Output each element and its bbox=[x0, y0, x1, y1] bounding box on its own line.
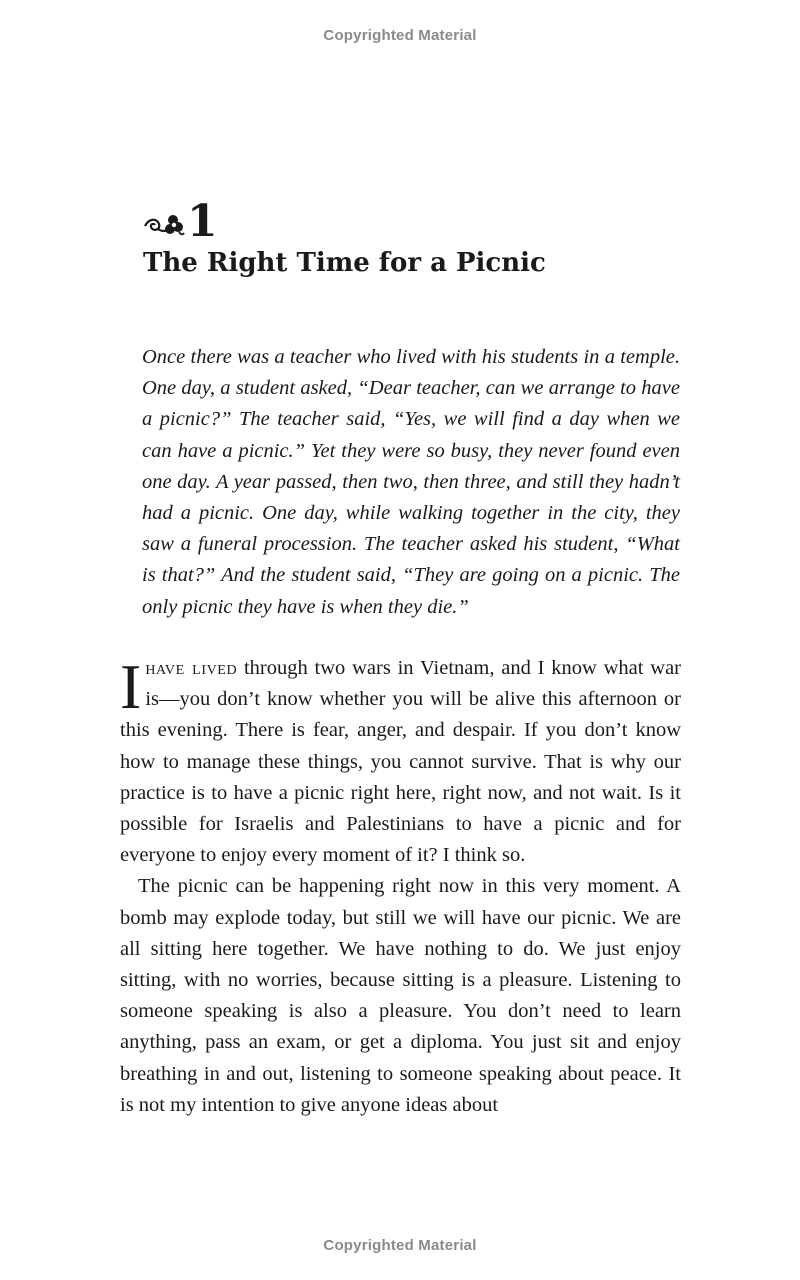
watermark-bottom: Copyrighted Material bbox=[323, 1237, 477, 1254]
chapter-number-row bbox=[143, 196, 703, 247]
paragraph-text: through two wars in Vietnam, and I know what war is—you don’t know whether you will be alive this afternoon or this evening. There is fear, anger, and despair. If you don’t know how to manage these things, you cannot survive. That is why our practice is to have a picnic right here, right now, and not wait. Is it possible for Israelis and Palestinians to have a picnic and for everyone to enjoy every moment of it? I think so. bbox=[120, 657, 681, 867]
chapter-heading bbox=[143, 196, 703, 278]
lead-in-smallcaps: have lived bbox=[145, 657, 238, 679]
epigraph: Once there was a teacher who lived with his students in a temple. One day, a student asked, “Dear teacher, can we arrange to have a picnic?” The teacher said, “Yes, we will find a day when we can have a picnic.” Yet they were so busy, they never found even one day. A year passed, then two, then three, and still they hadn’t had a picnic. One day, while walking together in the city, they saw a funeral procession. The teacher asked his student, “What is that?” And the student said, “They are going on a picnic. The only picnic they have is when they die.” bbox=[142, 346, 680, 618]
chapter-number: 1 bbox=[187, 196, 218, 247]
body-text bbox=[120, 653, 681, 1121]
chapter-title: The Right Time for a Picnic bbox=[143, 248, 546, 278]
drop-cap: I bbox=[120, 651, 142, 722]
fleuron-icon bbox=[143, 210, 185, 238]
paragraph bbox=[120, 653, 681, 871]
watermark-top: Copyrighted Material bbox=[323, 27, 477, 44]
paragraph: The picnic can be happening right now in this very moment. A bomb may explode today, but still we will have our picnic. We are all sitting here together. We have nothing to do. We just enjoy sitting, with no worries, because sitting is a pleasure. Listening to someone speaking is also a pleasure. You don’t need to learn anything, pass an exam, or get a diploma. You just sit and enjoy breathing in and out, listening to someone speaking about peace. It is not my intention to give anyone ideas about bbox=[120, 875, 681, 1116]
